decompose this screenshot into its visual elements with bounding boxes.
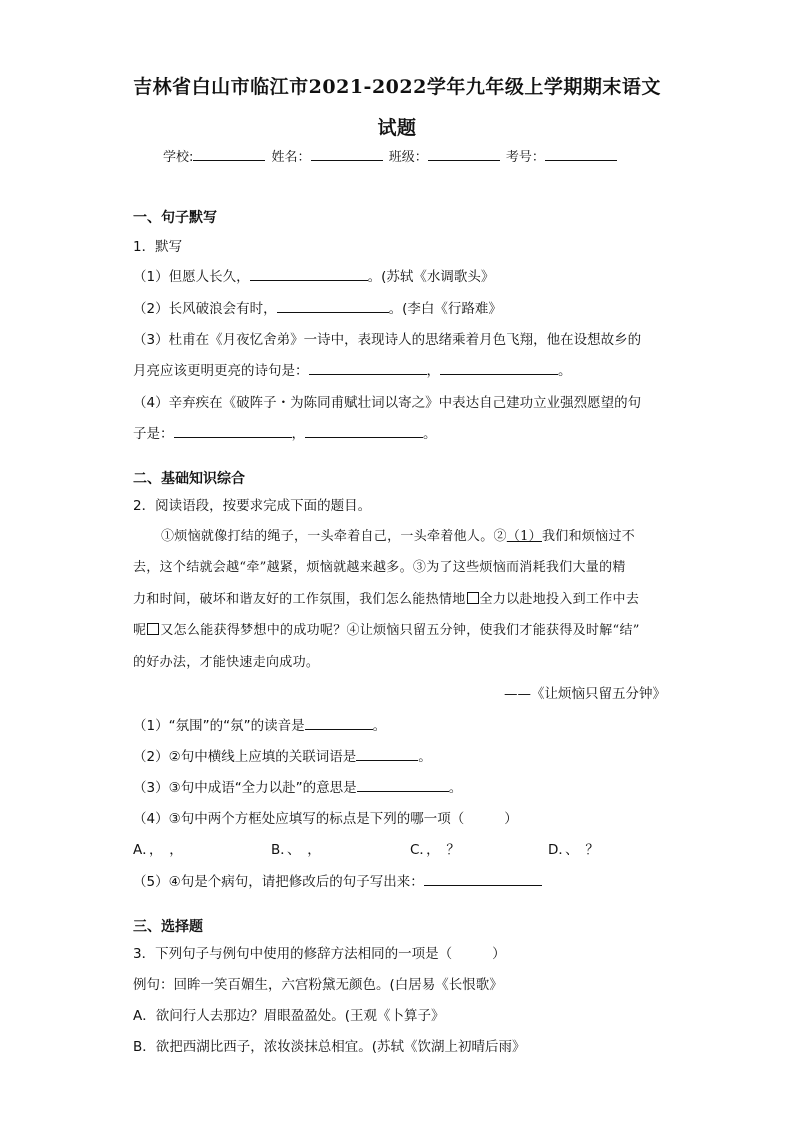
q1-item-2-text: （2）长风破浪会有时，	[133, 301, 277, 317]
q1-item-1	[133, 265, 494, 285]
passage-line-3	[133, 588, 639, 607]
q1-item-1-text: （1）但愿人长久，	[133, 269, 250, 285]
punctuation-box-1[interactable]	[467, 592, 479, 604]
school-blank[interactable]	[193, 148, 265, 161]
q1-item-4-prompt: 子是：	[133, 426, 174, 442]
q1-item-3-blank-b[interactable]	[440, 362, 558, 375]
q2-sub-4-text: （4）③句中两个方框处应填写的标点是下列的哪一项（	[133, 811, 465, 827]
q1-item-4-comma: ，	[291, 426, 305, 442]
question-3-option-b[interactable]: B．欲把西湖比西子，浓妆淡抹总相宜。(苏轼《饮湖上初晴后雨》	[133, 1039, 526, 1055]
question-3-close: ）	[492, 946, 506, 962]
q1-item-3: （3）杜甫在《月夜忆舍弟》一诗中，表现诗人的思绪乘着月色飞翔，他在设想故乡的	[133, 332, 642, 348]
punctuation-box-2[interactable]	[147, 623, 159, 635]
q2-option-c[interactable]: C．， ？	[410, 842, 460, 858]
q1-item-4-blank-a[interactable]	[174, 425, 292, 438]
class-label: 班级：	[388, 150, 428, 165]
q2-sub-4-close: ）	[504, 811, 518, 827]
document-title-continued: 试题	[377, 117, 417, 139]
passage-source: ——《让烦恼只留五分钟》	[504, 686, 666, 702]
passage-blank-1[interactable]: （1）	[506, 529, 542, 544]
q2-sub-2	[133, 745, 432, 765]
question-1-label: 1．默写	[133, 239, 183, 255]
passage-text: 全力以赴地投入到工作中去	[479, 592, 640, 607]
q2-sub-2-text: （2）②句中横线上应填的关联词语是	[133, 749, 357, 765]
passage-line-5: 的好办法，才能快速走向成功。	[133, 655, 320, 670]
q2-sub-3-period: 。	[448, 780, 463, 796]
q1-item-2	[133, 297, 502, 317]
passage-text: 力和时间，破坏和谐友好的工作氛围，我们怎么能热情地	[133, 592, 466, 607]
q2-option-a[interactable]: A．， ，	[133, 842, 183, 858]
passage-text: 呢	[133, 623, 147, 638]
q2-sub-3-blank[interactable]	[357, 779, 449, 792]
q1-item-4-blank-b[interactable]	[305, 425, 423, 438]
question-3-text: 3．下列句子与例句中使用的修辞方法相同的一项是（	[133, 946, 453, 962]
section-heading-dictation: 一、句子默写	[133, 210, 217, 226]
q1-item-3-continued	[133, 359, 572, 379]
q2-sub-5-text: （5）④句是个病句，请把修改后的句子写出来：	[133, 874, 424, 890]
document-title: 吉林省白山市临江市2021-2022学年九年级上学期期末语文	[133, 76, 661, 98]
passage-text: 我们和烦恼过不	[541, 529, 636, 544]
passage-line-1	[161, 525, 635, 544]
q1-item-4-period: 。	[423, 426, 437, 442]
question-3-example: 例句：回眸一笑百媚生，六宫粉黛无颜色。(白居易《长恨歌》	[133, 977, 503, 993]
passage-line-4	[133, 619, 640, 638]
q1-item-3-blank-a[interactable]	[309, 362, 427, 375]
exam-number-label: 考号：	[505, 150, 545, 165]
passage-line-2: 去，这个结就会越“牵”越紧，烦恼就越来越多。③为了这些烦恼而消耗我们大量的精	[133, 560, 626, 575]
passage-text: 又怎么能获得梦想中的成功呢？④让烦恼只留五分钟，使我们才能获得及时解“结”	[160, 623, 640, 638]
question-3-option-a[interactable]: A．欲问行人去那边？眉眼盈盈处。(王观《卜算子》	[133, 1008, 445, 1024]
name-label: 姓名：	[271, 150, 311, 165]
q2-sub-2-period: 。	[418, 749, 432, 765]
passage-text: ①烦恼就像打结的绳子，一头牵着自己，一头牵着他人。②	[161, 529, 507, 544]
exam-number-blank[interactable]	[545, 148, 617, 161]
question-3	[133, 942, 506, 962]
q2-sub-5	[133, 870, 542, 890]
q1-item-2-source: 。(李白《行路难》	[388, 301, 502, 317]
q2-option-b[interactable]: B．、 ，	[271, 842, 321, 858]
q2-sub-1	[133, 714, 386, 734]
q2-sub-1-blank[interactable]	[305, 717, 373, 730]
student-info-row	[163, 146, 619, 165]
name-blank[interactable]	[311, 148, 383, 161]
question-2-label: 2．阅读语段，按要求完成下面的题目。	[133, 498, 372, 514]
q2-option-d[interactable]: D．、 ？	[548, 842, 599, 858]
q1-item-2-blank[interactable]	[277, 300, 389, 313]
q1-item-3-comma: ，	[426, 363, 440, 379]
q1-item-4: （4）辛弃疾在《破阵子・为陈同甫赋壮词以寄之》中表达自己建功立业强烈愿望的句	[133, 395, 642, 411]
school-label: 学校:	[163, 150, 194, 165]
class-blank[interactable]	[428, 148, 500, 161]
q1-item-1-blank[interactable]	[250, 268, 368, 281]
q1-item-1-source: 。(苏轼《水调歌头》	[367, 269, 495, 285]
q1-item-3-prompt: 月亮应该更明更亮的诗句是：	[133, 363, 309, 379]
q2-sub-5-blank[interactable]	[424, 873, 542, 886]
q2-sub-2-blank[interactable]	[356, 748, 418, 761]
section-heading-basics: 二、基础知识综合	[133, 471, 245, 487]
q2-sub-1-text: （1）“氛围”的“氛”的读音是	[133, 718, 305, 734]
q2-sub-1-period: 。	[372, 718, 387, 734]
q2-sub-3-text: （3）③句中成语“全力以赴”的意思是	[133, 780, 357, 796]
q2-sub-4	[133, 807, 518, 827]
section-heading-choice: 三、选择题	[133, 919, 203, 935]
q1-item-3-period: 。	[558, 363, 572, 379]
q2-sub-3	[133, 776, 462, 796]
q1-item-4-continued	[133, 422, 437, 442]
